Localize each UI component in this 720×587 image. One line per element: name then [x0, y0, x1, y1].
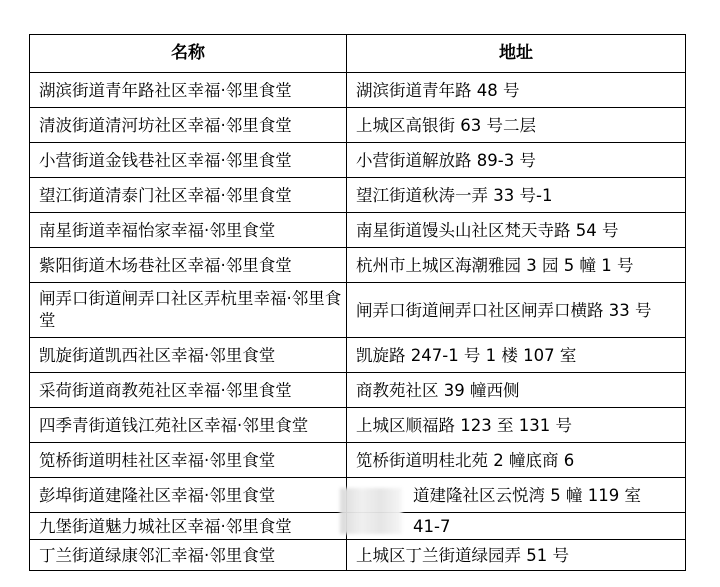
- cell-name: 南星街道幸福怡家幸福·邻里食堂: [30, 213, 347, 248]
- header-name: 名称: [30, 35, 347, 73]
- table-row: [30, 408, 686, 443]
- cell-address: 凯旋路 247-1 号 1 楼 107 室: [347, 338, 686, 373]
- header-address: 地址: [347, 35, 686, 73]
- cell-address: 望江街道秋涛一弄 33 号-1: [347, 178, 686, 213]
- cell-address: 道建隆社区云悦湾 5 幢 119 室: [347, 478, 686, 513]
- cell-name: 小营街道金钱巷社区幸福·邻里食堂: [30, 143, 347, 178]
- table-row: [30, 143, 686, 178]
- table-row: [30, 338, 686, 373]
- cell-address: 上城区顺福路 123 至 131 号: [347, 408, 686, 443]
- cell-name: 清波街道清河坊社区幸福·邻里食堂: [30, 108, 347, 143]
- cell-name: 四季青街道钱江苑社区幸福·邻里食堂: [30, 408, 347, 443]
- cell-address: 上城区高银街 63 号二层: [347, 108, 686, 143]
- cell-address: 商教苑社区 39 幢西侧: [347, 373, 686, 408]
- table-row: [30, 108, 686, 143]
- cell-name: 湖滨街道青年路社区幸福·邻里食堂: [30, 73, 347, 108]
- table-row: [30, 73, 686, 108]
- cell-name: 闸弄口街道闸弄口社区弄杭里幸福·邻里食堂: [30, 283, 347, 338]
- cell-address: 南星街道馒头山社区梵天寺路 54 号: [347, 213, 686, 248]
- table-row: [30, 540, 686, 571]
- blurred-overlay: [340, 488, 402, 534]
- table-row: [30, 248, 686, 283]
- cell-address: 湖滨街道青年路 48 号: [347, 73, 686, 108]
- cell-address: 41-7: [347, 513, 686, 540]
- cell-address: 闸弄口街道闸弄口社区闸弄口横路 33 号: [347, 283, 686, 338]
- table-row: [30, 178, 686, 213]
- cell-address: 杭州市上城区海潮雅园 3 园 5 幢 1 号: [347, 248, 686, 283]
- cell-name: 彭埠街道建隆社区幸福·邻里食堂: [30, 478, 347, 513]
- cell-address: 笕桥街道明桂北苑 2 幢底商 6: [347, 443, 686, 478]
- cell-name: 凯旋街道凯西社区幸福·邻里食堂: [30, 338, 347, 373]
- cell-address: 上城区丁兰街道绿园弄 51 号: [347, 540, 686, 571]
- table-header-row: [30, 35, 686, 73]
- cell-address: 小营街道解放路 89-3 号: [347, 143, 686, 178]
- table-row: [30, 213, 686, 248]
- cell-name: 九堡街道魅力城社区幸福·邻里食堂: [30, 513, 347, 540]
- table-row: [30, 283, 686, 338]
- cell-name: 望江街道清泰门社区幸福·邻里食堂: [30, 178, 347, 213]
- cell-name: 紫阳街道木场巷社区幸福·邻里食堂: [30, 248, 347, 283]
- cell-name: 采荷街道商教苑社区幸福·邻里食堂: [30, 373, 347, 408]
- table-row: [30, 373, 686, 408]
- table-row: [30, 443, 686, 478]
- cell-name: 丁兰街道绿康邻汇幸福·邻里食堂: [30, 540, 347, 571]
- cell-name: 笕桥街道明桂社区幸福·邻里食堂: [30, 443, 347, 478]
